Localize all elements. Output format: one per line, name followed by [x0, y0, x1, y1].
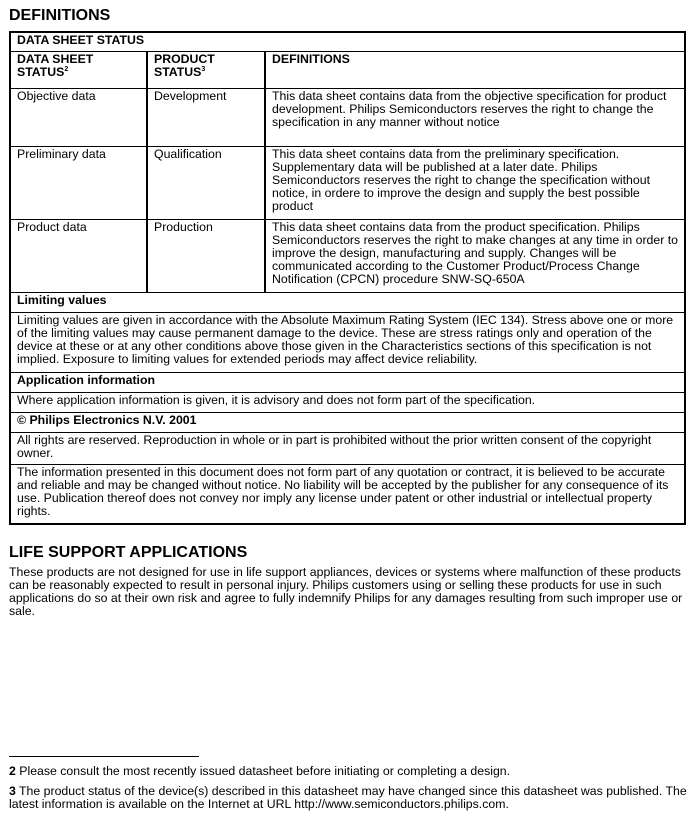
header-data-sheet-status: DATA SHEET STATUS$^2$ — [10, 51, 147, 88]
product-cell: Production — [147, 219, 265, 292]
header-product-status: PRODUCT STATUS$^3$ — [147, 51, 265, 88]
table-row — [10, 219, 685, 292]
limiting-values-label: Limiting values — [10, 292, 685, 312]
header-definitions: DEFINITIONS — [265, 51, 685, 88]
table-row — [10, 146, 685, 219]
definition-cell: This data sheet contains data from the preliminary specification. Supplementary data will be published at a later date. Philips Semiconductors reserves the right to change the specification without notice, in ordere to improve the design and supply the best possible product — [265, 146, 685, 219]
definition-cell: This data sheet contains data from the objective specification for product development. Philips Semiconductors reserves the right to change the specification in any manner without notice — [265, 88, 685, 146]
table-row — [10, 88, 685, 146]
status-cell: Product data — [10, 219, 147, 292]
life-support-text: These products are not designed for use in life support appliances, devices or systems where malfunction of these products can be reasonably expected to result in personal injury. Philips customers using or selling these products for use in such applications do so at their own risk and agree to fully indemnify Philips for any damages resulting from such improper use or sale. — [9, 565, 683, 618]
rights-text: All rights are reserved. Reproduction in whole or in part is prohibited without the prior written consent of the copyright owner. — [10, 432, 685, 464]
application-info-text: Where application information is given, it is advisory and does not form part of the specification. — [10, 392, 685, 412]
status-cell: Preliminary data — [10, 146, 147, 219]
table-header-row — [10, 51, 685, 88]
product-cell: Development — [147, 88, 265, 146]
life-support-heading: LIFE SUPPORT APPLICATIONS — [9, 544, 248, 561]
limiting-values-text: Limiting values are given in accordance with the Absolute Maximum Rating System (IEC 134). Stress above one or more of the limiting values may cause permanent damage to the device. These are stress ratings only and operation of the device at these or at any other conditions above those given in the Characteristics sections of this specification is not implied. Exposure to limiting values for extended periods may affect device reliability. — [10, 312, 685, 372]
definition-cell: This data sheet contains data from the product specification. Philips Semiconductors reserves the right to make changes at any time in order to improve the design, manufacturing and supply. Changes will be communicated according to the Customer Product/Process Change Notification (CPCN) procedure SNW-SQ-650A — [265, 219, 685, 292]
product-cell: Qualification — [147, 146, 265, 219]
footnote-2: 2 Please consult the most recently issued datasheet before initiating or completing a design. — [9, 764, 511, 778]
footnote-3: 3 The product status of the device(s) described in this datasheet may have changed since this datasheet was published. The latest information is available on the Internet at URL http://www.semiconductors.philips.com. — [9, 784, 687, 811]
disclaimer-text: The information presented in this document does not form part of any quotation or contract, it is believed to be accurate and reliable and may be changed without notice. No liability will be accepted by the publisher for any consequence of its use. Publication thereof does not convey nor imply any license under patent or other industrial or intellectual property rights. — [10, 464, 685, 524]
table-title: DATA SHEET STATUS — [10, 32, 685, 51]
application-info-label: Application information — [10, 372, 685, 392]
copyright-label: © Philips Electronics N.V. 2001 — [10, 412, 685, 432]
status-cell: Objective data — [10, 88, 147, 146]
footnote-divider — [9, 756, 199, 757]
definitions-heading: DEFINITIONS — [9, 7, 111, 24]
data-sheet-status-table — [9, 31, 686, 525]
